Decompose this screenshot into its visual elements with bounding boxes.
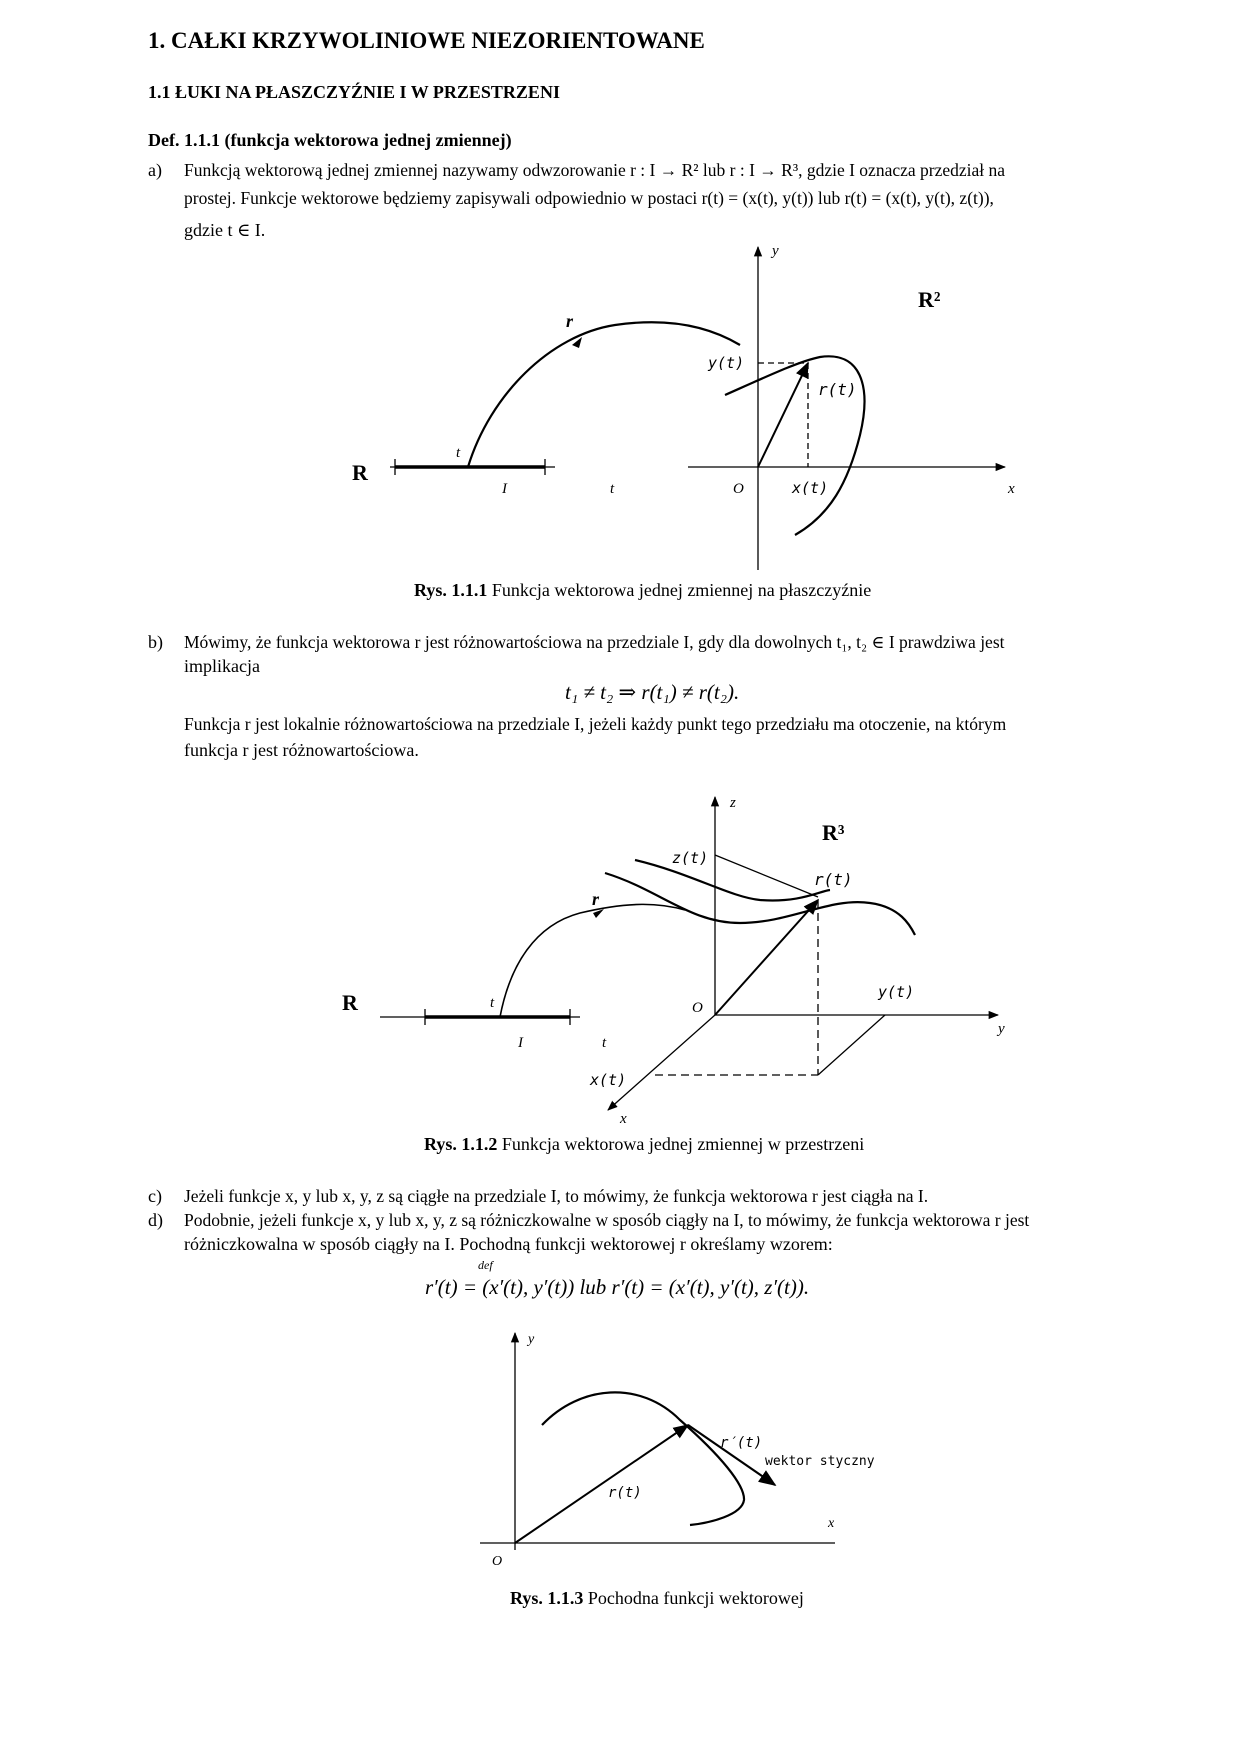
yt-label: y(t)	[708, 354, 745, 372]
line-label-r: R	[352, 460, 368, 485]
r-label: r	[566, 311, 574, 331]
item-b-line4: funkcja r jest różnowartościowa.	[184, 740, 419, 760]
mapping-curve	[468, 322, 740, 467]
item-d-label: d)	[148, 1210, 163, 1230]
figure-2-caption-num: Rys. 1.1.2	[424, 1134, 498, 1154]
rprime-label: r′(t)	[720, 1435, 763, 1451]
figure-3	[470, 1325, 910, 1595]
x-axis	[608, 1015, 715, 1110]
position-vector	[515, 1425, 688, 1543]
rt-label: r(t)	[814, 870, 853, 889]
item-b-line2: implikacja	[184, 656, 260, 676]
x-axis-label: x	[620, 1111, 627, 1127]
origin-label: O	[692, 1000, 703, 1016]
figure-1-caption-num: Rys. 1.1.1	[414, 580, 488, 600]
line-label-r: R	[342, 990, 358, 1015]
x-axis-label: x	[1008, 481, 1015, 497]
figure-3-caption-num: Rys. 1.1.3	[510, 1588, 584, 1608]
item-b-line3: Funkcja r jest lokalnie różnowartościowa na przedziale I, jeżeli każdy punkt tego przedziału ma otoczenie, na którym	[184, 714, 1007, 734]
item-b-line1: Mówimy, że funkcja wektorowa r jest różnowartościowa na przedziale I, gdy dla dowolnych t₁, t₂ ∈ I prawdziwa jest	[184, 632, 1005, 652]
x-axis-label: x	[828, 1516, 835, 1531]
figure-3-caption	[510, 1588, 804, 1609]
section-title: 1.1 ŁUKI NA PŁASZCZYŹNIE I W PRZESTRZENI	[148, 82, 560, 102]
item-b-formula: t₁ ≠ t₂ ⇒ r(t₁) ≠ r(t₂).	[565, 680, 740, 704]
mapping-curve	[500, 904, 685, 1017]
rt-label: r(t)	[608, 1485, 642, 1501]
position-vector	[758, 363, 808, 467]
item-a-line3: gdzie t ∈ I.	[184, 220, 266, 240]
figure-3-caption-text: Pochodna funkcji wektorowej	[587, 1588, 804, 1608]
figure-2-caption	[424, 1134, 864, 1155]
t-axis-label: t	[610, 481, 615, 497]
interval-label: I	[502, 481, 507, 497]
position-vector	[715, 900, 818, 1015]
interval-label: I	[518, 1035, 523, 1051]
t-point-label: t	[490, 995, 495, 1011]
item-d-line1: Podobnie, jeżeli funkcje x, y lub x, y, z są różniczkowalne w sposób ciągły na I, to mówimy, że funkcja wektorowa r jest	[184, 1210, 1030, 1230]
figure-2-caption-text: Funkcja wektorowa jednej zmiennej w przestrzeni	[501, 1134, 865, 1154]
y-axis-label: y	[528, 1332, 535, 1347]
yt-label: y(t)	[878, 983, 915, 1001]
zt-label: z(t)	[672, 849, 709, 867]
tangent-vector	[688, 1425, 775, 1485]
figure-1	[340, 235, 1040, 580]
xt-label: x(t)	[792, 479, 829, 497]
xt-label: x(t)	[590, 1071, 627, 1089]
item-a-line2: prostej. Funkcje wektorowe będziemy zapisywali odpowiednio w postaci r(t) = (x(t), y(t)) lub r(t) = (x(t), y(t), z(t)),	[184, 188, 994, 208]
item-c-label: c)	[148, 1186, 162, 1206]
figure-1-caption-text: Funkcja wektorowa jednej zmiennej na płaszczyźnie	[491, 580, 872, 600]
origin-label: O	[492, 1554, 503, 1569]
space-label-r3: R³	[822, 820, 845, 845]
definition-title: Def. 1.1.1 (funkcja wektorowa jednej zmiennej)	[148, 130, 512, 150]
item-c-line1: Jeżeli funkcje x, y lub x, y, z są ciągłe na przedziale I, to mówimy, że funkcja wektorowa r jest ciągła na I.	[184, 1186, 929, 1206]
y-axis-label: y	[998, 1021, 1005, 1037]
t-axis-label: t	[602, 1035, 607, 1051]
formula-def-marker: def	[478, 1258, 493, 1272]
item-d-line2: różniczkowalna w sposób ciągły na I. Pochodną funkcji wektorowej r określamy wzorem:	[184, 1234, 833, 1254]
tangent-label: wektor styczny	[765, 1454, 875, 1469]
item-b-label: b)	[148, 632, 163, 652]
figure-2	[330, 785, 1030, 1130]
r-label: r	[592, 889, 600, 909]
item-a-label: a)	[148, 160, 162, 180]
z-axis-label: z	[730, 795, 736, 811]
rt-label: r(t)	[818, 380, 857, 399]
item-d-formula: r′(t) = (x′(t), y′(t)) lub r′(t) = (x′(t), y′(t), z′(t)).	[425, 1275, 810, 1299]
figure-1-caption	[414, 580, 871, 601]
space-label-r2: R²	[918, 287, 941, 312]
t-point-label: t	[456, 445, 461, 461]
y-axis-label: y	[772, 243, 779, 259]
page-title: 1. CAŁKI KRZYWOLINIOWE NIEZORIENTOWANE	[148, 28, 705, 53]
item-a-line1: Funkcją wektorową jednej zmiennej nazywamy odwzorowanie r : I → R² lub r : I → R³, gdzie I oznacza przedział na	[184, 160, 1006, 180]
origin-label: O	[733, 481, 744, 497]
